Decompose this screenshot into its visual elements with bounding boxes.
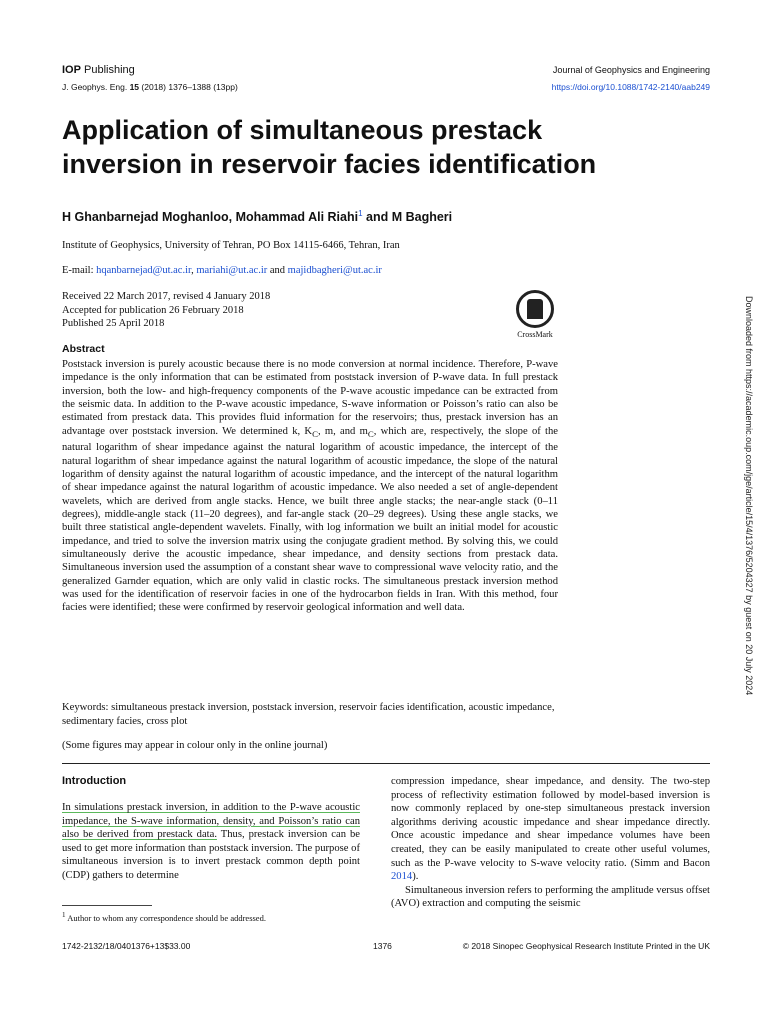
publication-dates: Received 22 March 2017, revised 4 January 2018 Accepted for publication 26 February 2018 Published 25 April 2018 — [62, 291, 271, 329]
article-title: Application of simultaneous prestack inversion in reservoir facies identification — [62, 115, 597, 179]
footnote-divider — [62, 905, 152, 906]
affiliation: Institute of Geophysics, University of Tehran, PO Box 14115-6466, Tehran, Iran — [62, 240, 400, 251]
intro-left-column: In simulations prestack inversion, in addition to the P-wave acoustic impedance, the S-wave information, density, and Poisson’s ratio can also be derived from prestack data. Thus, prestack inversion can be used to get more information than poststack inversion. The purpose of simultaneous inversion is to invert prestack common depth point (CDP) gathers to determine — [62, 802, 360, 881]
email-link-2[interactable]: mariahi@ut.ac.ir — [196, 265, 268, 276]
colour-note: (Some figures may appear in colour only in the online journal) — [62, 740, 328, 751]
abstract-heading: Abstract — [62, 343, 105, 355]
intro-right-column: compression impedance, shear impedance, and density. The two-step process of reflectivity estimation followed by model-based inversion is now commonly replaced by one-step simultaneous prestack inversion algorithms deriving acoustic impedance and shear impedance directly. Once acoustic impedance and shear impedance volumes have been created, they can be easily manipulated to create other useful volumes, such as the P-wave velocity to S-wave velocity ratio. (Simm and Bacon 2014). Simultaneous inversion refers to performing the amplitude versus offset (AVO) extraction and computing the seismic — [391, 776, 710, 910]
abstract-text: Poststack inversion is purely acoustic because there is no mode conversion at normal incidence. Therefore, P-wave impedance is the only information that can be estimated from poststack inversion of P-wave data. In full prestack inversion, both the low- and high-frequency components of the P-wave acoustic impedance can be extracted from the seismic data. In addition to the P-wave acoustic impedance, S-wave information or Poisson’s ratio can also be estimated from prestack data. This provides fluid information for the reservoirs; thus, prestack inversion has an advantage over poststack inversion. We determined k, $K_C$, m, and $m_C$, which are, respectively, the slope of the natural logarithm of shear impedance against the natural logarithm of acoustic impedance, the intercept of the natural logarithm of shear impedance against the natural logarithm of acoustic impedance, the slope of the natural logarithm of density against the natural logarithm of acoustic impedance, and the intercept of the natural logarithm of shear impedance against the natural logarithm of acoustic impedance. We also needed a set of angle-dependent wavelets, which are derived from angle stacks. Hence, we built three angle stacks; the near-angle stack (0–11 degrees), middle-angle stack (11–20 degrees), and far-angle stack (20–29 degrees). Using these angle stacks, we built three statistical angle-dependent wavelets. Finally, with log information we built an initial model for acoustic impedance, and tried to solve the inversion matrix using the conjugate gradient method. By solving this, we could simultaneously derive the acoustic impedance, shear impedance, and density sections from prestack data. Simultaneous inversion used the assumption of a constant shear wave to compressional wave velocity ratio, and the generalized Garnder equation, which are only valid in clastic rocks. The simultaneous prestack inversion method was used for the identification of reservoir facies in one of the hydrocarbon fields in Iran. With this method, four facies were identified; these were confirmed by reservoir geological information and well data. — [62, 359, 558, 614]
citation: J. Geophys. Eng. 15 (2018) 1376–1388 (13pp) — [62, 82, 238, 92]
page-number: 1376 — [373, 941, 392, 951]
email-link-1[interactable]: hqanbarnejad@ut.ac.ir — [96, 265, 192, 276]
crossmark-badge[interactable]: CrossMark — [505, 290, 565, 339]
copyright: © 2018 Sinopec Geophysical Research Institute Printed in the UK — [462, 941, 710, 951]
citation-link[interactable]: 2014 — [391, 871, 413, 883]
footnote: $^1$ Author to whom any correspondence should be addressed. — [62, 911, 266, 923]
issn-price: 1742-2132/18/0401376+13$33.00 — [62, 941, 191, 951]
highlighted-text: In simulations prestack inversion, in addition to the P-wave acoustic impedance, the S-wave information, density, and Poisson’s ratio can also be derived from prestack data. — [62, 802, 360, 841]
doi-link[interactable]: https://doi.org/10.1088/1742-2140/aab249 — [551, 82, 710, 92]
keywords: Keywords: simultaneous prestack inversion, poststack inversion, reservoir facies identification, acoustic impedance, sedimentary facies, cross plot — [62, 702, 555, 727]
section-divider — [62, 763, 710, 764]
journal-name: Journal of Geophysics and Engineering — [552, 65, 710, 75]
email-line: E-mail: hqanbarnejad@ut.ac.ir, mariahi@ut.ac.ir and majidbagheri@ut.ac.ir — [62, 265, 382, 276]
introduction-heading: Introduction — [62, 775, 127, 787]
authors: H Ghanbarnejad Moghanloo, Mohammad Ali Riahi$^1$ and M Bagheri — [62, 209, 453, 225]
crossmark-icon — [516, 290, 554, 328]
email-link-3[interactable]: majidbagheri@ut.ac.ir — [287, 265, 382, 276]
publisher-logo: IOP Publishing — [62, 64, 135, 76]
download-note: Downloaded from https://academic.oup.com/jge/article/15/4/1376/5204327 by guest on 20 July 2024 — [744, 296, 754, 696]
